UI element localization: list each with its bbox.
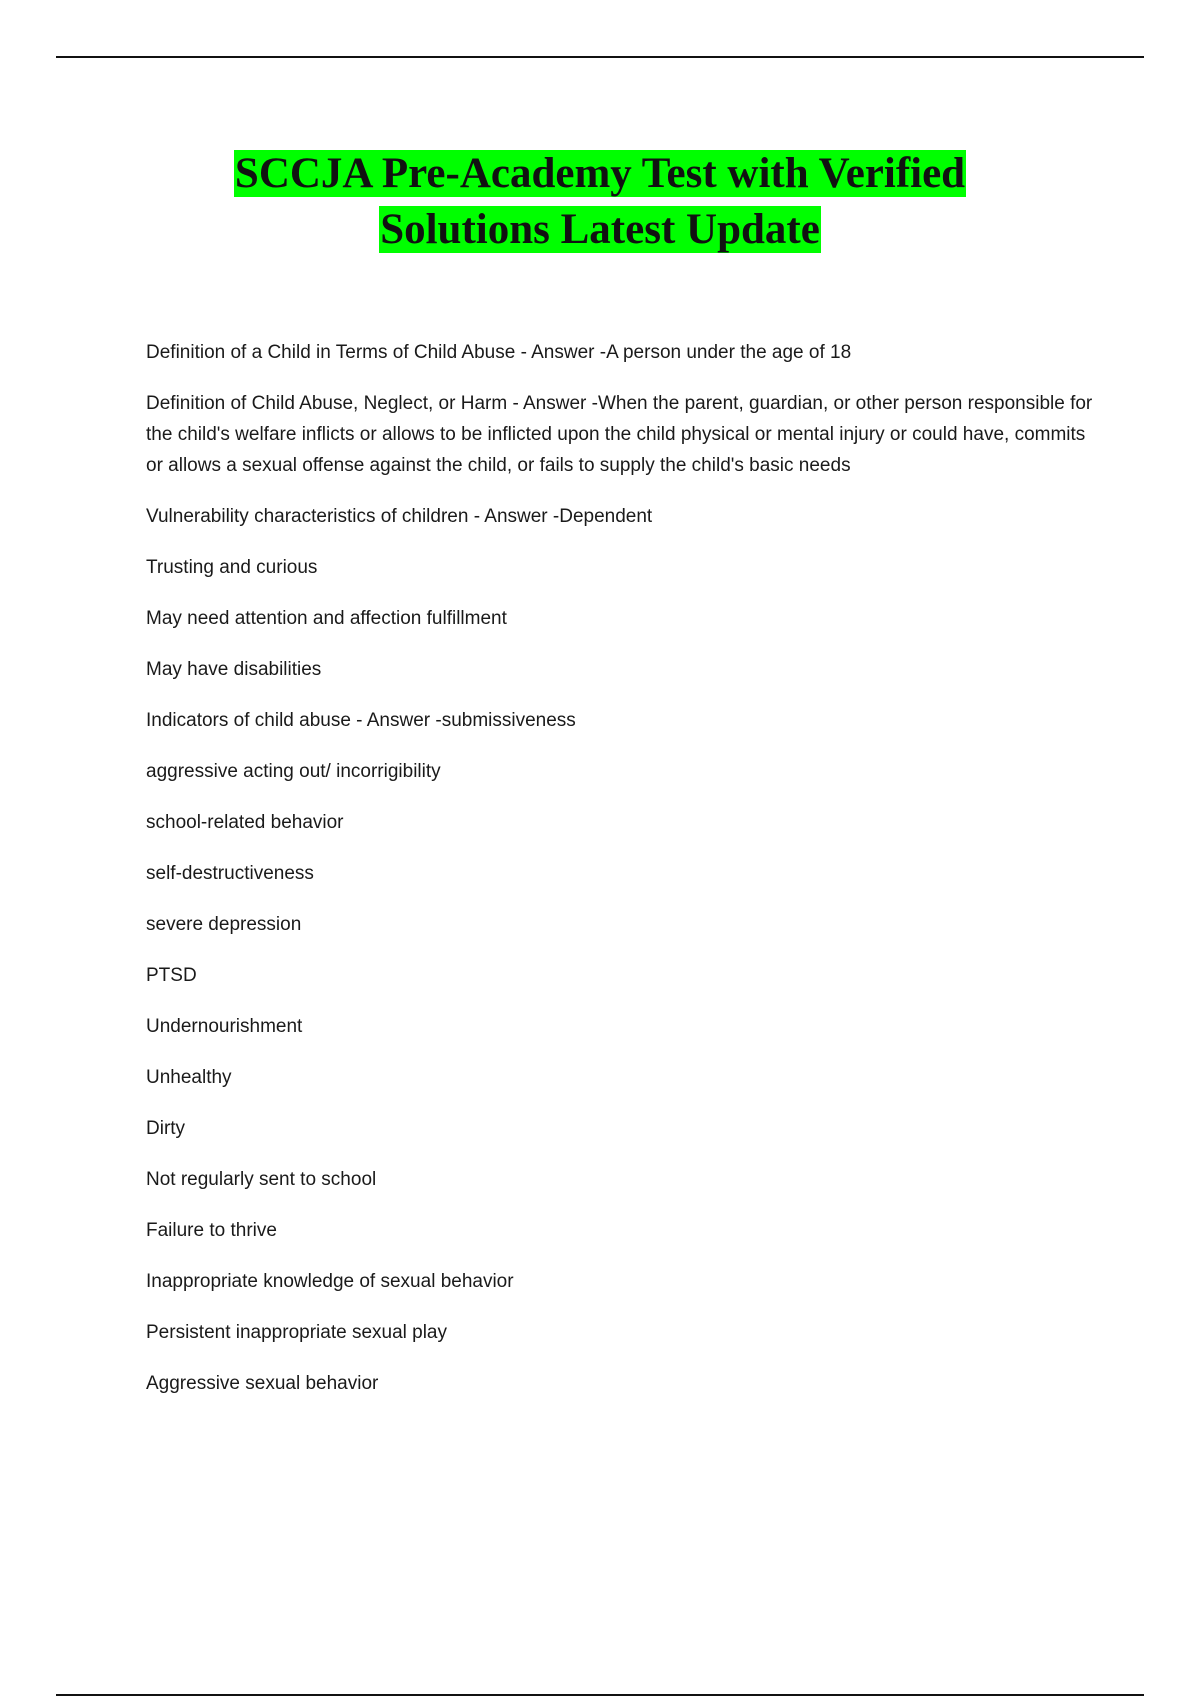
list-item: Definition of Child Abuse, Neglect, or Harm - Answer -When the parent, guardian, or other person responsible for the child's welfare inflicts or allows to be inflicted upon the child physical or mental injury or could have, commits or allows a sexual offense against the child, or fails to supply the child's basic needs (146, 393, 1093, 476)
list-item: Trusting and curious (146, 557, 318, 578)
list-item: Definition of a Child in Terms of Child Abuse - Answer -A person under the age of 18 (146, 342, 852, 363)
list-item: Undernourishment (146, 1016, 303, 1037)
list-item: May need attention and affection fulfillment (146, 608, 507, 629)
list-item: Failure to thrive (146, 1220, 277, 1241)
top-divider (56, 56, 1144, 58)
bottom-divider (56, 1694, 1144, 1696)
document-body (146, 337, 1096, 1419)
list-item: PTSD (146, 965, 197, 986)
list-item: Vulnerability characteristics of children - Answer -Dependent (146, 506, 653, 527)
document-title (100, 146, 1100, 258)
list-item: severe depression (146, 914, 302, 935)
list-item: Indicators of child abuse - Answer -submissiveness (146, 710, 576, 731)
list-item: Dirty (146, 1118, 186, 1139)
title-line-2: Solutions Latest Update (380, 206, 820, 253)
title-line-1: SCCJA Pre-Academy Test with Verified (234, 150, 966, 197)
list-item: Inappropriate knowledge of sexual behavior (146, 1271, 514, 1292)
list-item: Not regularly sent to school (146, 1169, 377, 1190)
list-item: May have disabilities (146, 659, 322, 680)
list-item: Persistent inappropriate sexual play (146, 1322, 448, 1343)
list-item: self-destructiveness (146, 863, 314, 884)
list-item: school-related behavior (146, 812, 344, 833)
list-item: Aggressive sexual behavior (146, 1373, 379, 1394)
list-item: Unhealthy (146, 1067, 232, 1088)
list-item: aggressive acting out/ incorrigibility (146, 761, 441, 782)
